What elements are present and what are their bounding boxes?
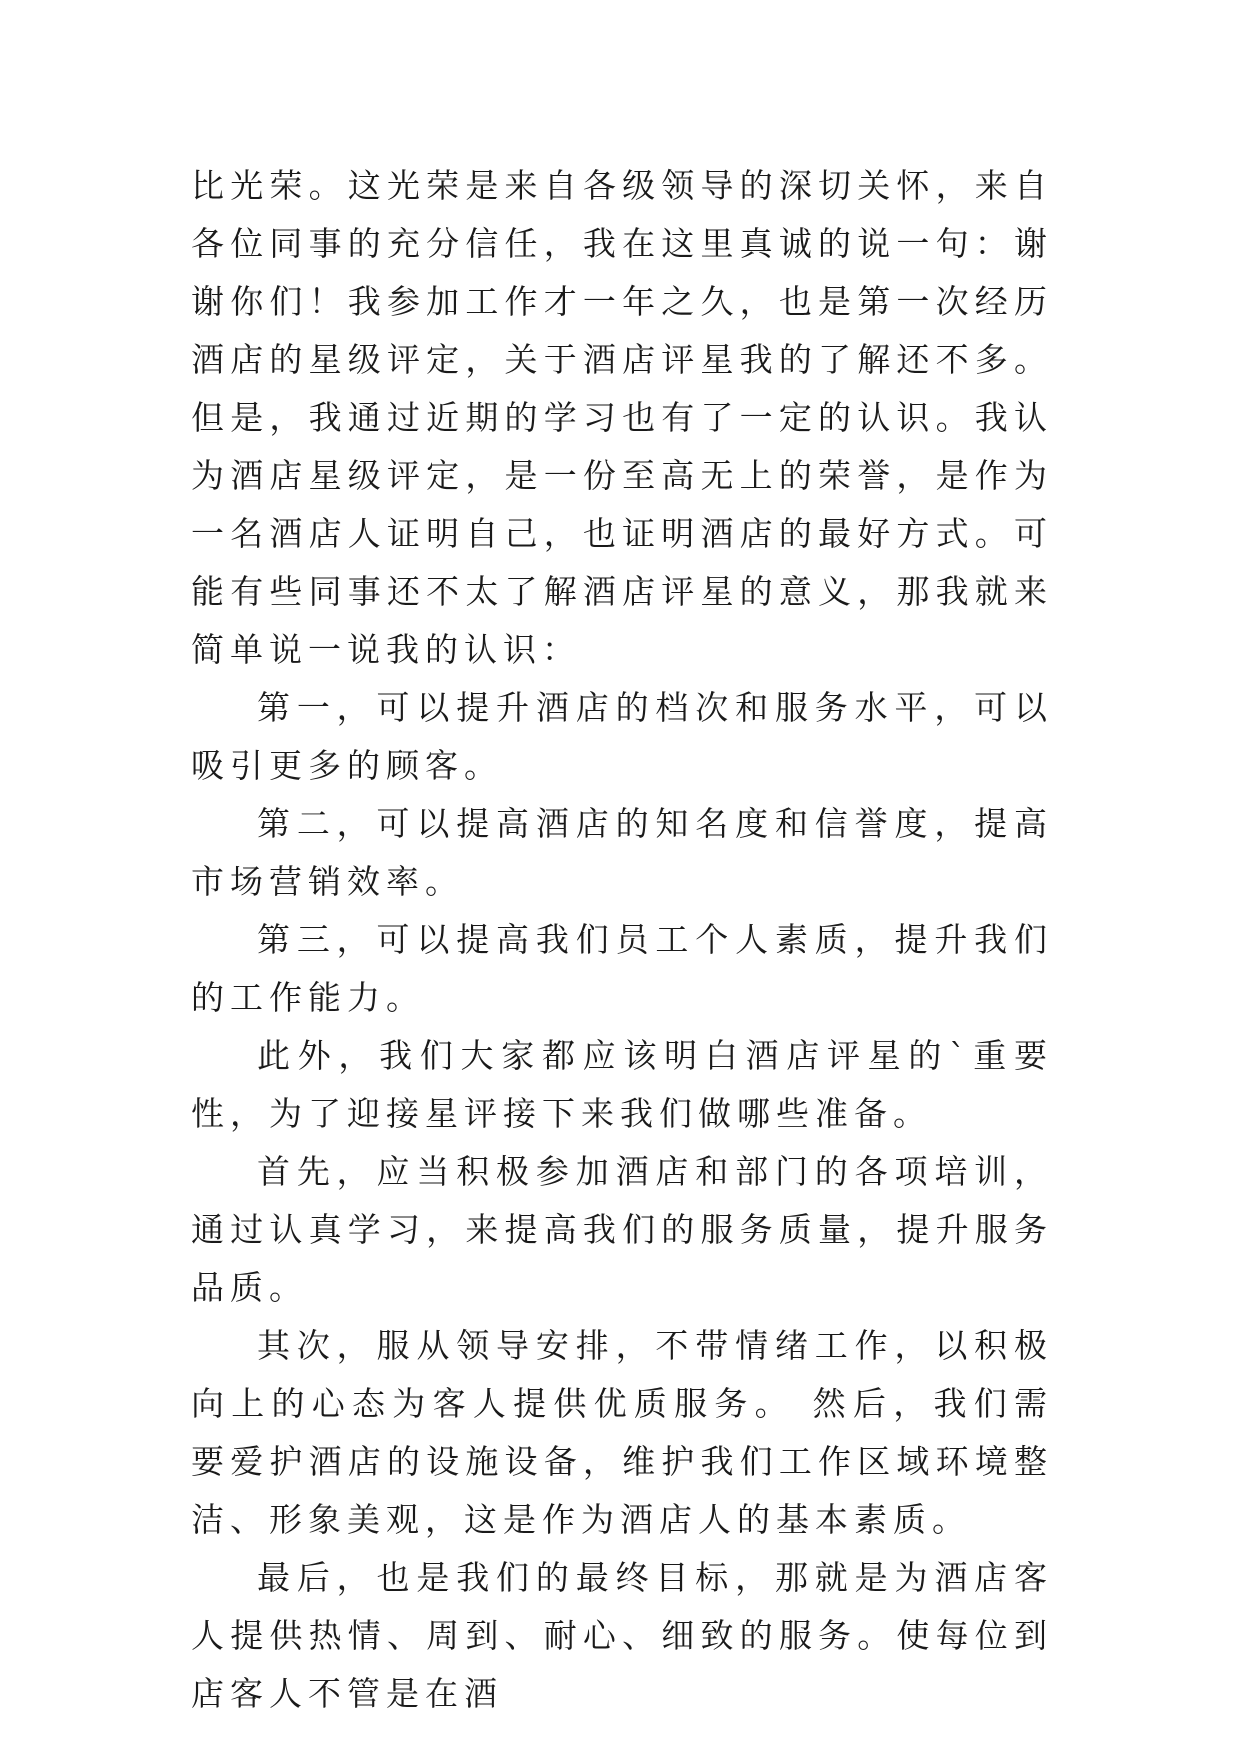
paragraph-point-one: 第一，可以提升酒店的档次和服务水平，可以吸引更多的顾客。: [191, 688, 1053, 785]
paragraph-point-two: 第二，可以提高酒店的知名度和信誉度，提高市场营销效率。: [191, 804, 1053, 901]
paragraph-point-three: 第三，可以提高我们员工个人素质，提升我们的工作能力。: [191, 920, 1053, 1017]
paragraph-preparation-intro: 此外，我们大家都应该明白酒店评星的`重要性，为了迎接星评接下来我们做哪些准备。: [191, 1036, 1053, 1133]
document-body: [191, 157, 1053, 1723]
paragraph-final-goal: 最后，也是我们的最终目标，那就是为酒店客人提供热情、周到、耐心、细致的服务。使每位到店客人不管是在酒: [191, 1558, 1053, 1713]
paragraph-continuation: 比光荣。这光荣是来自各级领导的深切关怀，来自各位同事的充分信任，我在这里真诚的说一句：谢谢你们！我参加工作才一年之久，也是第一次经历酒店的星级评定，关于酒店评星我的了解还不多。但是，我通过近期的学习也有了一定的认识。我认为酒店星级评定，是一份至高无上的荣誉，是作为一名酒店人证明自己，也证明酒店的最好方式。可能有些同事还不太了解酒店评星的意义，那我就来简单说一说我的认识：: [191, 166, 1053, 669]
paragraph-second-step: 其次，服从领导安排，不带情绪工作，以积极向上的心态为客人提供优质服务。 然后，我们需要爱护酒店的设施设备，维护我们工作区域环境整洁、形象美观，这是作为酒店人的基本素质。: [191, 1326, 1053, 1539]
paragraph-first-step: 首先，应当积极参加酒店和部门的各项培训，通过认真学习，来提高我们的服务质量，提升服务品质。: [191, 1152, 1053, 1307]
